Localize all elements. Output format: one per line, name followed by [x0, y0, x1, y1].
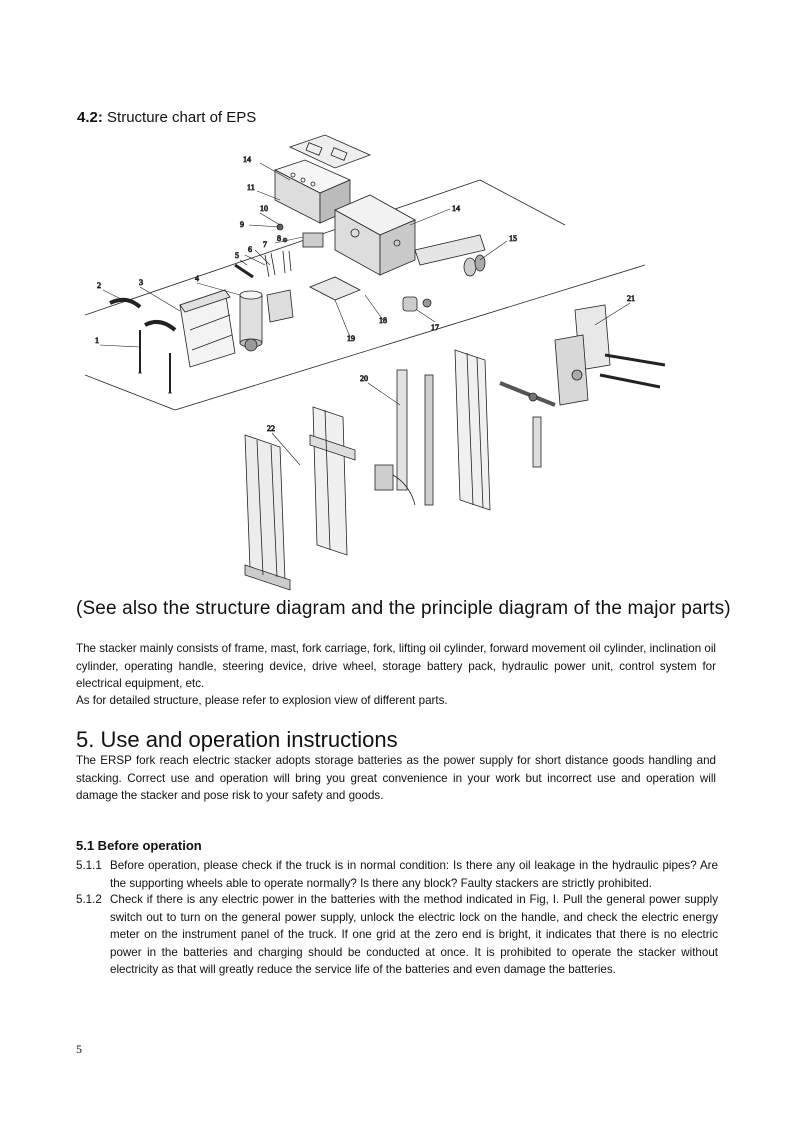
section-4-2-title: Structure chart of EPS — [102, 109, 257, 126]
list-item — [76, 857, 718, 893]
callout-3: 3 — [139, 278, 143, 287]
hydraulic-pump-part — [240, 290, 293, 351]
handle-parts — [110, 300, 175, 393]
callout-12: 14 — [243, 155, 251, 164]
inner-mast-part — [310, 407, 355, 555]
callout-4: 4 — [195, 274, 199, 283]
exploded-structure-diagram — [85, 125, 685, 595]
callout-10: 10 — [260, 204, 268, 213]
middle-mast-part — [245, 435, 290, 590]
item-text: Before operation, please check if the truck is in normal condition: Is there any oil leakage in the hydraulic pipes? Are the supporting wheels able to operate normally? Is there any block? Faulty stackers are strictly prohibited. — [110, 859, 718, 890]
callout-labels — [95, 155, 635, 433]
drive-wheel-part — [464, 255, 485, 276]
outer-mast-part — [455, 350, 490, 510]
callout-1: 1 — [95, 336, 99, 345]
upper-divider-right — [480, 180, 565, 225]
callout-18: 18 — [379, 316, 387, 325]
item-number: 5.1.1 — [76, 859, 102, 872]
front-cover-part — [180, 290, 235, 367]
item-text: Check if there is any electric power in the batteries with the method indicated in Fig, I. Pull the general power supply switch out to turn on the general power supply, unlock the electric lock on the handle, and check the electric energy meter on the instrument panel of the truck. If one grid at the zero end is bright, it indicates that there is no electric power in the batteries and charging should be conducted at once. It is prohibited to operate the stacker without electricity as that will greatly reduce the service life of the batteries and even damage the batteries. — [110, 893, 718, 976]
section-4-2-number: 4.2: — [77, 109, 103, 126]
callout-20: 20 — [360, 374, 368, 383]
callout-21: 21 — [627, 294, 635, 303]
callout-15: 15 — [509, 234, 517, 243]
lifting-cylinder-part — [375, 370, 433, 505]
callout-9: 9 — [240, 220, 244, 229]
lower-divider-left — [85, 375, 175, 410]
callout-19: 19 — [347, 334, 355, 343]
callout-22: 22 — [267, 424, 275, 433]
callout-7: 7 — [263, 240, 267, 249]
callout-11: 11 — [247, 183, 255, 192]
section-5-intro-paragraph: The ERSP fork reach electric stacker adopts storage batteries as the power supply for short distance goods handling and stacking. Correct use and operation will bring you great convenience in your work but incorrect use and operation will damage the stacker and pose risk to your safety and goods. — [76, 754, 716, 802]
explosion-view-note: As for detailed structure, please refer to explosion view of different parts. — [76, 694, 448, 707]
callout-14: 14 — [452, 204, 460, 213]
platform-plate-part — [310, 277, 360, 300]
page-number: 5 — [76, 1042, 82, 1056]
list-item — [76, 891, 718, 981]
section-5-heading: 5. Use and operation instructions — [76, 727, 398, 752]
item-number: 5.1.2 — [76, 893, 102, 906]
callout-8: 8 — [277, 234, 281, 243]
callout-2: 2 — [97, 281, 101, 290]
tilt-cylinder-part — [500, 383, 555, 467]
structure-description-paragraph: The stacker mainly consists of frame, mast, fork carriage, fork, lifting oil cylinder, forward movement oil cylinder, inclination oil cylinder, operating handle, steering device, drive wheel, storage battery pack, hydraulic power unit, control system for electrical equipment, etc. — [76, 642, 716, 690]
section-5-1-heading: 5.1 Before operation — [76, 838, 202, 853]
section-4-2-heading — [77, 109, 256, 126]
callout-6: 6 — [248, 245, 252, 254]
see-also-note: (See also the structure diagram and the principle diagram of the major parts) — [76, 598, 731, 619]
fork-carriage-part — [555, 305, 665, 405]
callout-17: 17 — [431, 323, 439, 332]
steering-part — [403, 297, 431, 311]
callout-5: 5 — [235, 251, 239, 260]
frame-part — [335, 195, 485, 275]
